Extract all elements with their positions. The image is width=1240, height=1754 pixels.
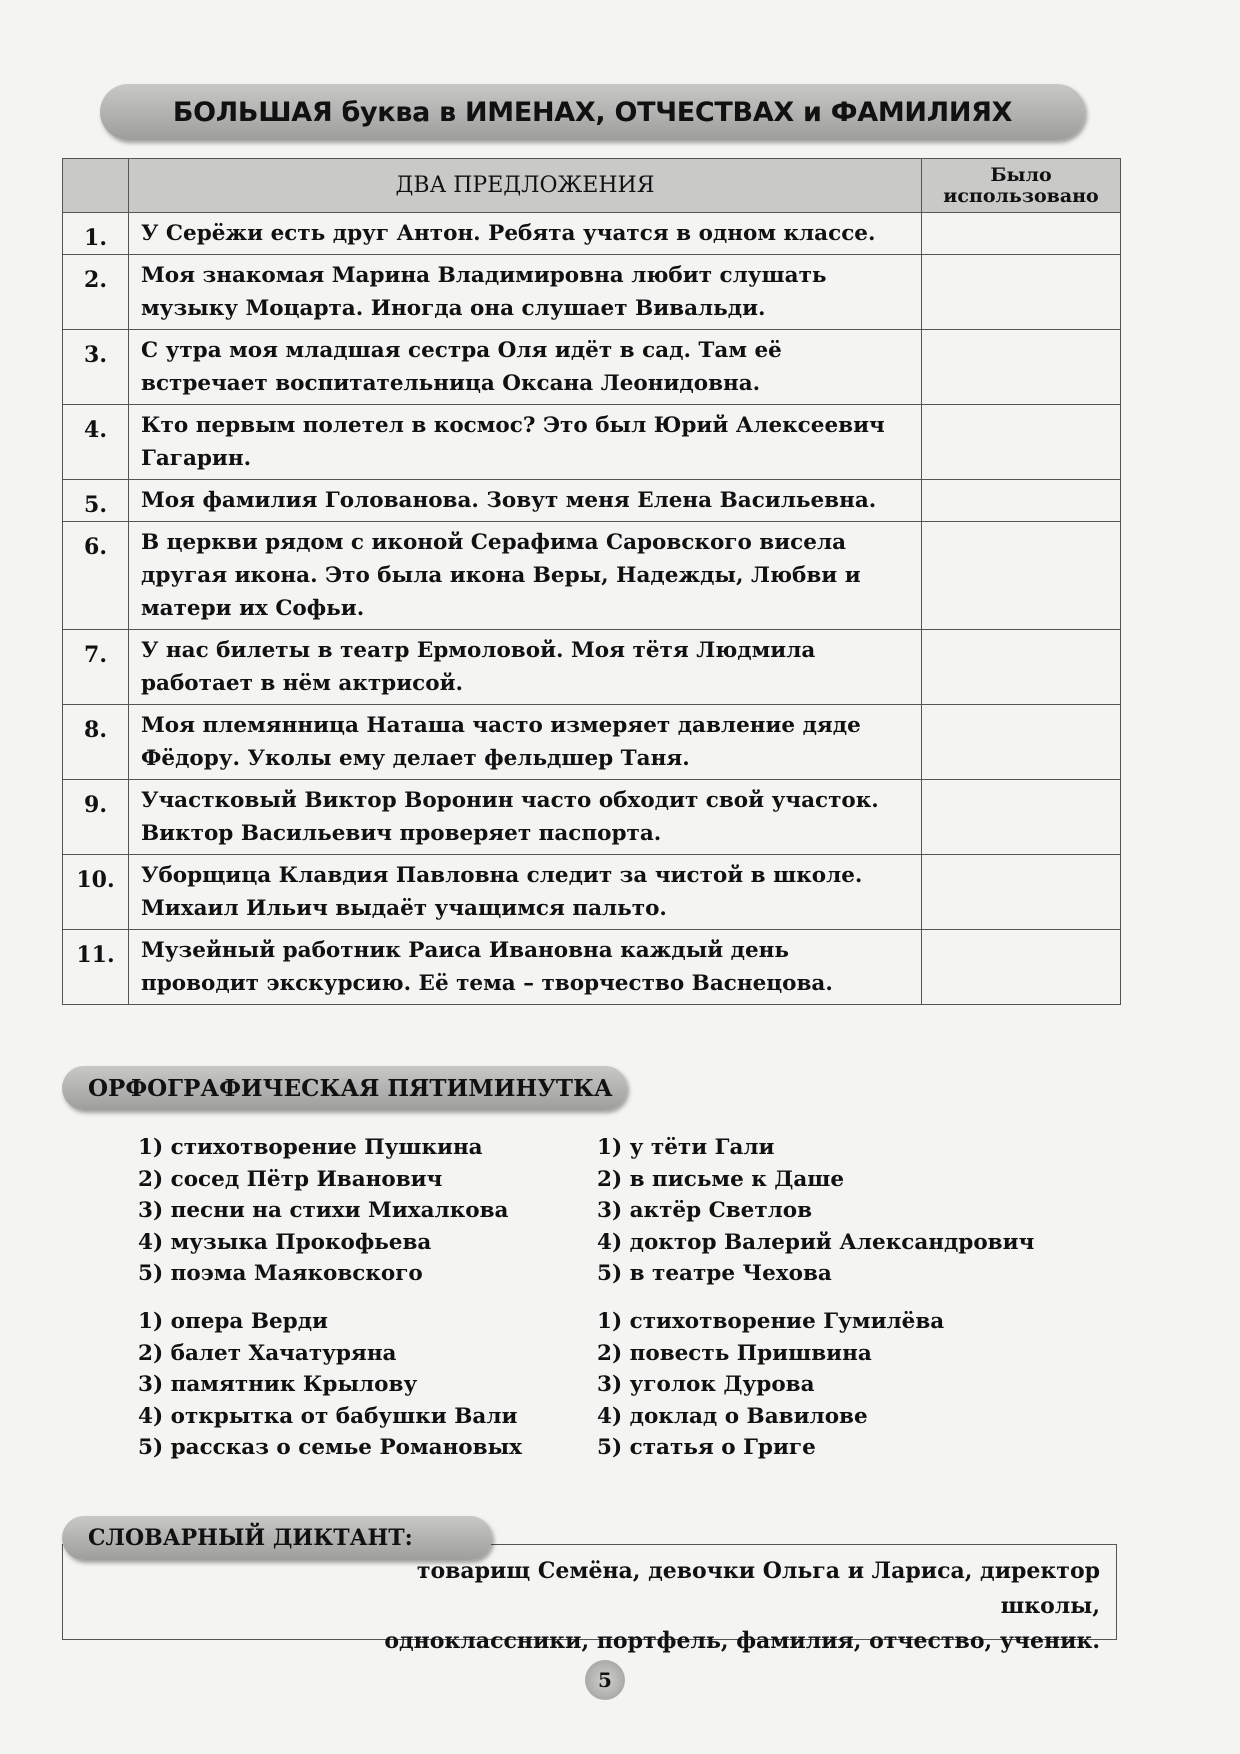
row-number: 11. [63,930,129,1005]
header-main: ДВА ПРЕДЛОЖЕНИЯ [129,159,922,213]
row-used-cell[interactable] [922,522,1121,630]
row-number: 7. [63,630,129,705]
dictation-line2: одноклассники, портфель, фамилия, отчество, ученик. [384,1628,1100,1654]
row-sentences: Моя фамилия Голованова. Зовут меня Елена Васильевна. [129,480,922,522]
table-row [63,780,1121,855]
row-number: 5. [63,480,129,522]
table-row [63,930,1121,1005]
header-used: Было использовано [922,159,1121,213]
row-used-cell[interactable] [922,255,1121,330]
page-number: 5 [585,1660,625,1700]
row-number: 1. [63,213,129,255]
list-item: 4) доклад о Вавилове [597,1403,868,1429]
dictation-text [310,1554,1100,1659]
row-sentences: Моя племянница Наташа часто измеряет давление дяде Фёдору. Уколы ему делает фельдшер Таня. [129,705,922,780]
orfo-group1-left [138,1132,508,1290]
header-num [63,159,129,213]
list-item: 5) поэма Маяковского [138,1261,423,1286]
row-sentences: В церкви рядом с иконой Серафима Саровского висела другая икона. Это была икона Веры, Надежды, Любви и матери их Софьи. [129,522,922,630]
sentences-table [62,158,1121,1005]
dictation-line1: товарищ Семёна, девочки Ольга и Лариса, директор школы, [416,1558,1100,1619]
row-used-cell[interactable] [922,705,1121,780]
list-item: 1) стихотворение Пушкина [138,1135,483,1160]
list-item: 3) актёр Светлов [597,1198,813,1223]
table-row [63,330,1121,405]
row-number: 8. [63,705,129,780]
row-sentences: У Серёжи есть друг Антон. Ребята учатся в одном классе. [129,213,922,255]
table-row [63,213,1121,255]
row-sentences: С утра моя младшая сестра Оля идёт в сад. Там её встречает воспитательница Оксана Леонидовна. [129,330,922,405]
orfo-group2-left [138,1306,522,1464]
list-item: 2) сосед Пётр Иванович [138,1166,443,1192]
row-used-cell[interactable] [922,630,1121,705]
page-title: БОЛЬШАЯ буква в ИМЕНАХ, ОТЧЕСТВАХ и ФАМИЛИЯХ [100,84,1085,140]
row-sentences: Уборщица Клавдия Павловна следит за чистой в школе. Михаил Ильич выдаёт учащимся пальто. [129,855,922,930]
row-sentences: Музейный работник Раиса Ивановна каждый день проводит экскурсию. Её тема – творчество Васнецова. [129,930,922,1005]
row-number: 10. [63,855,129,930]
row-number: 6. [63,522,129,630]
list-item: 1) опера Верди [138,1309,328,1334]
row-number: 2. [63,255,129,330]
row-sentences: Участковый Виктор Воронин часто обходит свой участок. Виктор Васильевич проверяет паспорта. [129,780,922,855]
row-sentences: У нас билеты в театр Ермоловой. Моя тётя Людмила работает в нём актрисой. [129,630,922,705]
table-row [63,630,1121,705]
row-number: 4. [63,405,129,480]
list-item: 4) музыка Прокофьева [138,1229,432,1255]
row-sentences: Кто первым полетел в космос? Это был Юрий Алексеевич Гагарин. [129,405,922,480]
row-number: 9. [63,780,129,855]
row-used-cell[interactable] [922,405,1121,480]
row-sentences: Моя знакомая Марина Владимировна любит слушать музыку Моцарта. Иногда она слушает Вивальди. [129,255,922,330]
row-used-cell[interactable] [922,780,1121,855]
list-item: 5) рассказ о семье Романовых [138,1435,522,1460]
table-row [63,480,1121,522]
list-item: 2) в письме к Даше [597,1166,845,1192]
orfo-group2-right [597,1306,944,1464]
row-used-cell[interactable] [922,330,1121,405]
list-item: 5) в театре Чехова [597,1261,832,1286]
list-item: 5) статья о Григе [597,1435,816,1460]
table-row [63,255,1121,330]
table-row [63,522,1121,630]
orfo-title: ОРФОГРАФИЧЕСКАЯ ПЯТИМИНУТКА [62,1066,627,1110]
row-used-cell[interactable] [922,930,1121,1005]
list-item: 4) открытка от бабушки Вали [138,1403,518,1429]
list-item: 3) памятник Крылову [138,1372,418,1397]
row-used-cell[interactable] [922,213,1121,255]
list-item: 3) песни на стихи Михалкова [138,1198,509,1223]
list-item: 4) доктор Валерий Александрович [597,1229,1035,1255]
table-row [63,705,1121,780]
row-number: 3. [63,330,129,405]
row-used-cell[interactable] [922,480,1121,522]
list-item: 3) уголок Дурова [597,1372,815,1397]
table-row [63,855,1121,930]
orfo-group1-right [597,1132,1034,1290]
table-row [63,405,1121,480]
list-item: 1) у тёти Гали [597,1135,775,1160]
dictation-title: СЛОВАРНЫЙ ДИКТАНТ: [62,1516,492,1560]
list-item: 1) стихотворение Гумилёва [597,1309,945,1334]
list-item: 2) балет Хачатуряна [138,1340,397,1366]
row-used-cell[interactable] [922,855,1121,930]
list-item: 2) повесть Пришвина [597,1340,872,1366]
